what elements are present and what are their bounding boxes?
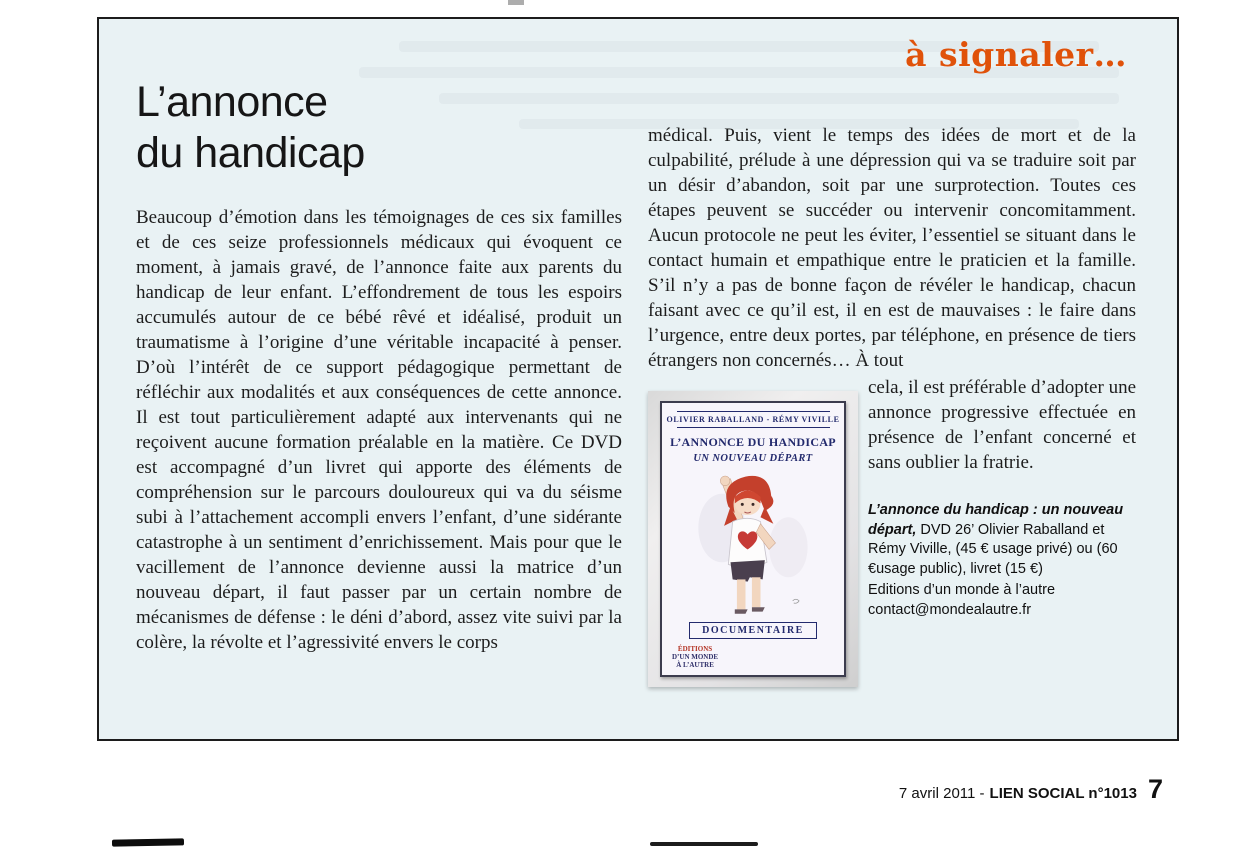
footer-journal-title: LIEN SOCIAL n°1013: [989, 785, 1137, 802]
caption-details: DVD 26’ Olivier Raballand et Rémy Viville, (45 € usage privé) ou (60 €usage public), livret (15 €): [868, 521, 1118, 577]
bleed-through-artifact: [439, 93, 1119, 104]
caption-publisher: Editions d’un monde à l’autre: [868, 582, 1056, 598]
media-row: [648, 375, 1136, 687]
caption-title: L’annonce du handicap : un nouveau départ,: [868, 502, 1124, 538]
manga-child-illustration: [678, 468, 828, 618]
caption-contact-email: contact@mondealautre.fr: [868, 601, 1032, 618]
dvd-cover-illustration: [678, 468, 828, 618]
dvd-rule-top: [677, 411, 830, 412]
dvd-title: L’ANNONCE DU HANDICAP: [670, 435, 836, 449]
dvd-publisher-logo: [672, 645, 718, 669]
dvd-authors: OLIVIER RABALLAND - RÉMY VIVILLE: [666, 415, 840, 424]
scan-artifact: [112, 838, 184, 846]
dvd-cover-photo: [648, 391, 858, 687]
article-title-line1: L’annonce: [136, 78, 328, 126]
dvd-rule-bottom: [677, 427, 830, 428]
dvd-genre-banner: [689, 622, 817, 639]
article-frame: [97, 17, 1179, 741]
dvd-caption: [868, 501, 1136, 620]
section-label: à signaler…: [905, 35, 1127, 74]
dvd-publisher-line2: D’UN MONDE: [672, 653, 719, 661]
scan-artifact: [508, 0, 524, 5]
page-footer: [899, 774, 1163, 805]
wrap-column: [868, 375, 1136, 687]
article-wrap-text: cela, il est préférable d’adopter une annonce progressive effectuée en présence de l’enfant concerné et sans oublier la fratrie.: [868, 377, 1136, 473]
scan-artifact: [650, 842, 758, 846]
dvd-publisher-line1: ÉDITIONS: [677, 645, 713, 653]
article-title-line2: du handicap: [136, 129, 365, 177]
dvd-cover: [660, 401, 846, 677]
footer-page-number: 7: [1147, 774, 1163, 804]
dvd-genre-label: DOCUMENTAIRE: [702, 625, 804, 636]
article-column-right: [648, 123, 1136, 687]
article-title: [136, 77, 365, 179]
dvd-subtitle: UN NOUVEAU DÉPART: [693, 453, 813, 464]
article-column-right-text: médical. Puis, vient le temps des idées de mort et de la culpabilité, prélude à une dépression qui va se traduire soit par un désir d’abandon, soit par une surprotection. Toutes ces étapes peuvent se succéder ou intervenir concomitamment. Aucun protocole ne peut les éviter, l’essentiel se situant dans le contact humain et empathique entre le praticien et la famille. S’il n’y a pas de bonne façon de révéler le handicap, chacun faisant avec ce qu’il est, il en est de mauvaises : le faire dans l’urgence, entre deux portes, par téléphone, en présence de tiers étrangers non concernés… À tout: [648, 125, 1136, 371]
dvd-publisher-line3: À L’AUTRE: [676, 661, 714, 669]
footer-date: 7 avril 2011 -: [898, 785, 985, 802]
article-column-left: Beaucoup d’émotion dans les témoignages de ces six familles et de ces seize professionnels médicaux qui évoquent ce moment, à jamais gravé, de l’annonce faite aux parents du handicap de leur enfant. L’effondrement de tous les espoirs accumulés autour de ce bébé rêvé et idéalisé, produit un traumatisme à l’origine d’une véritable incapacité à penser. D’où l’intérêt de ce support pédagogique permettant de réfléchir aux modalités et aux conséquences de cette annonce. Il est tout particulièrement adapté aux intervenants qui ne reçoivent aucune formation préalable en la matière. Ce DVD est accompagné d’un livret qui apporte des éléments de compréhension sur le parcours douloureux qui va du séisme subi à l’attachement accompli envers l’enfant, d’une sidérante catastrophe à un sentiment d’enrichissement. Mais pour que le vacillement de l’annonce devienne aussi la matrice d’un nouveau départ, il faut passer par un certain nombre de mécanismes de défense : le déni d’abord, assez vite suivi par la colère, la révolte et l’agressivité envers le corps: [136, 207, 622, 653]
